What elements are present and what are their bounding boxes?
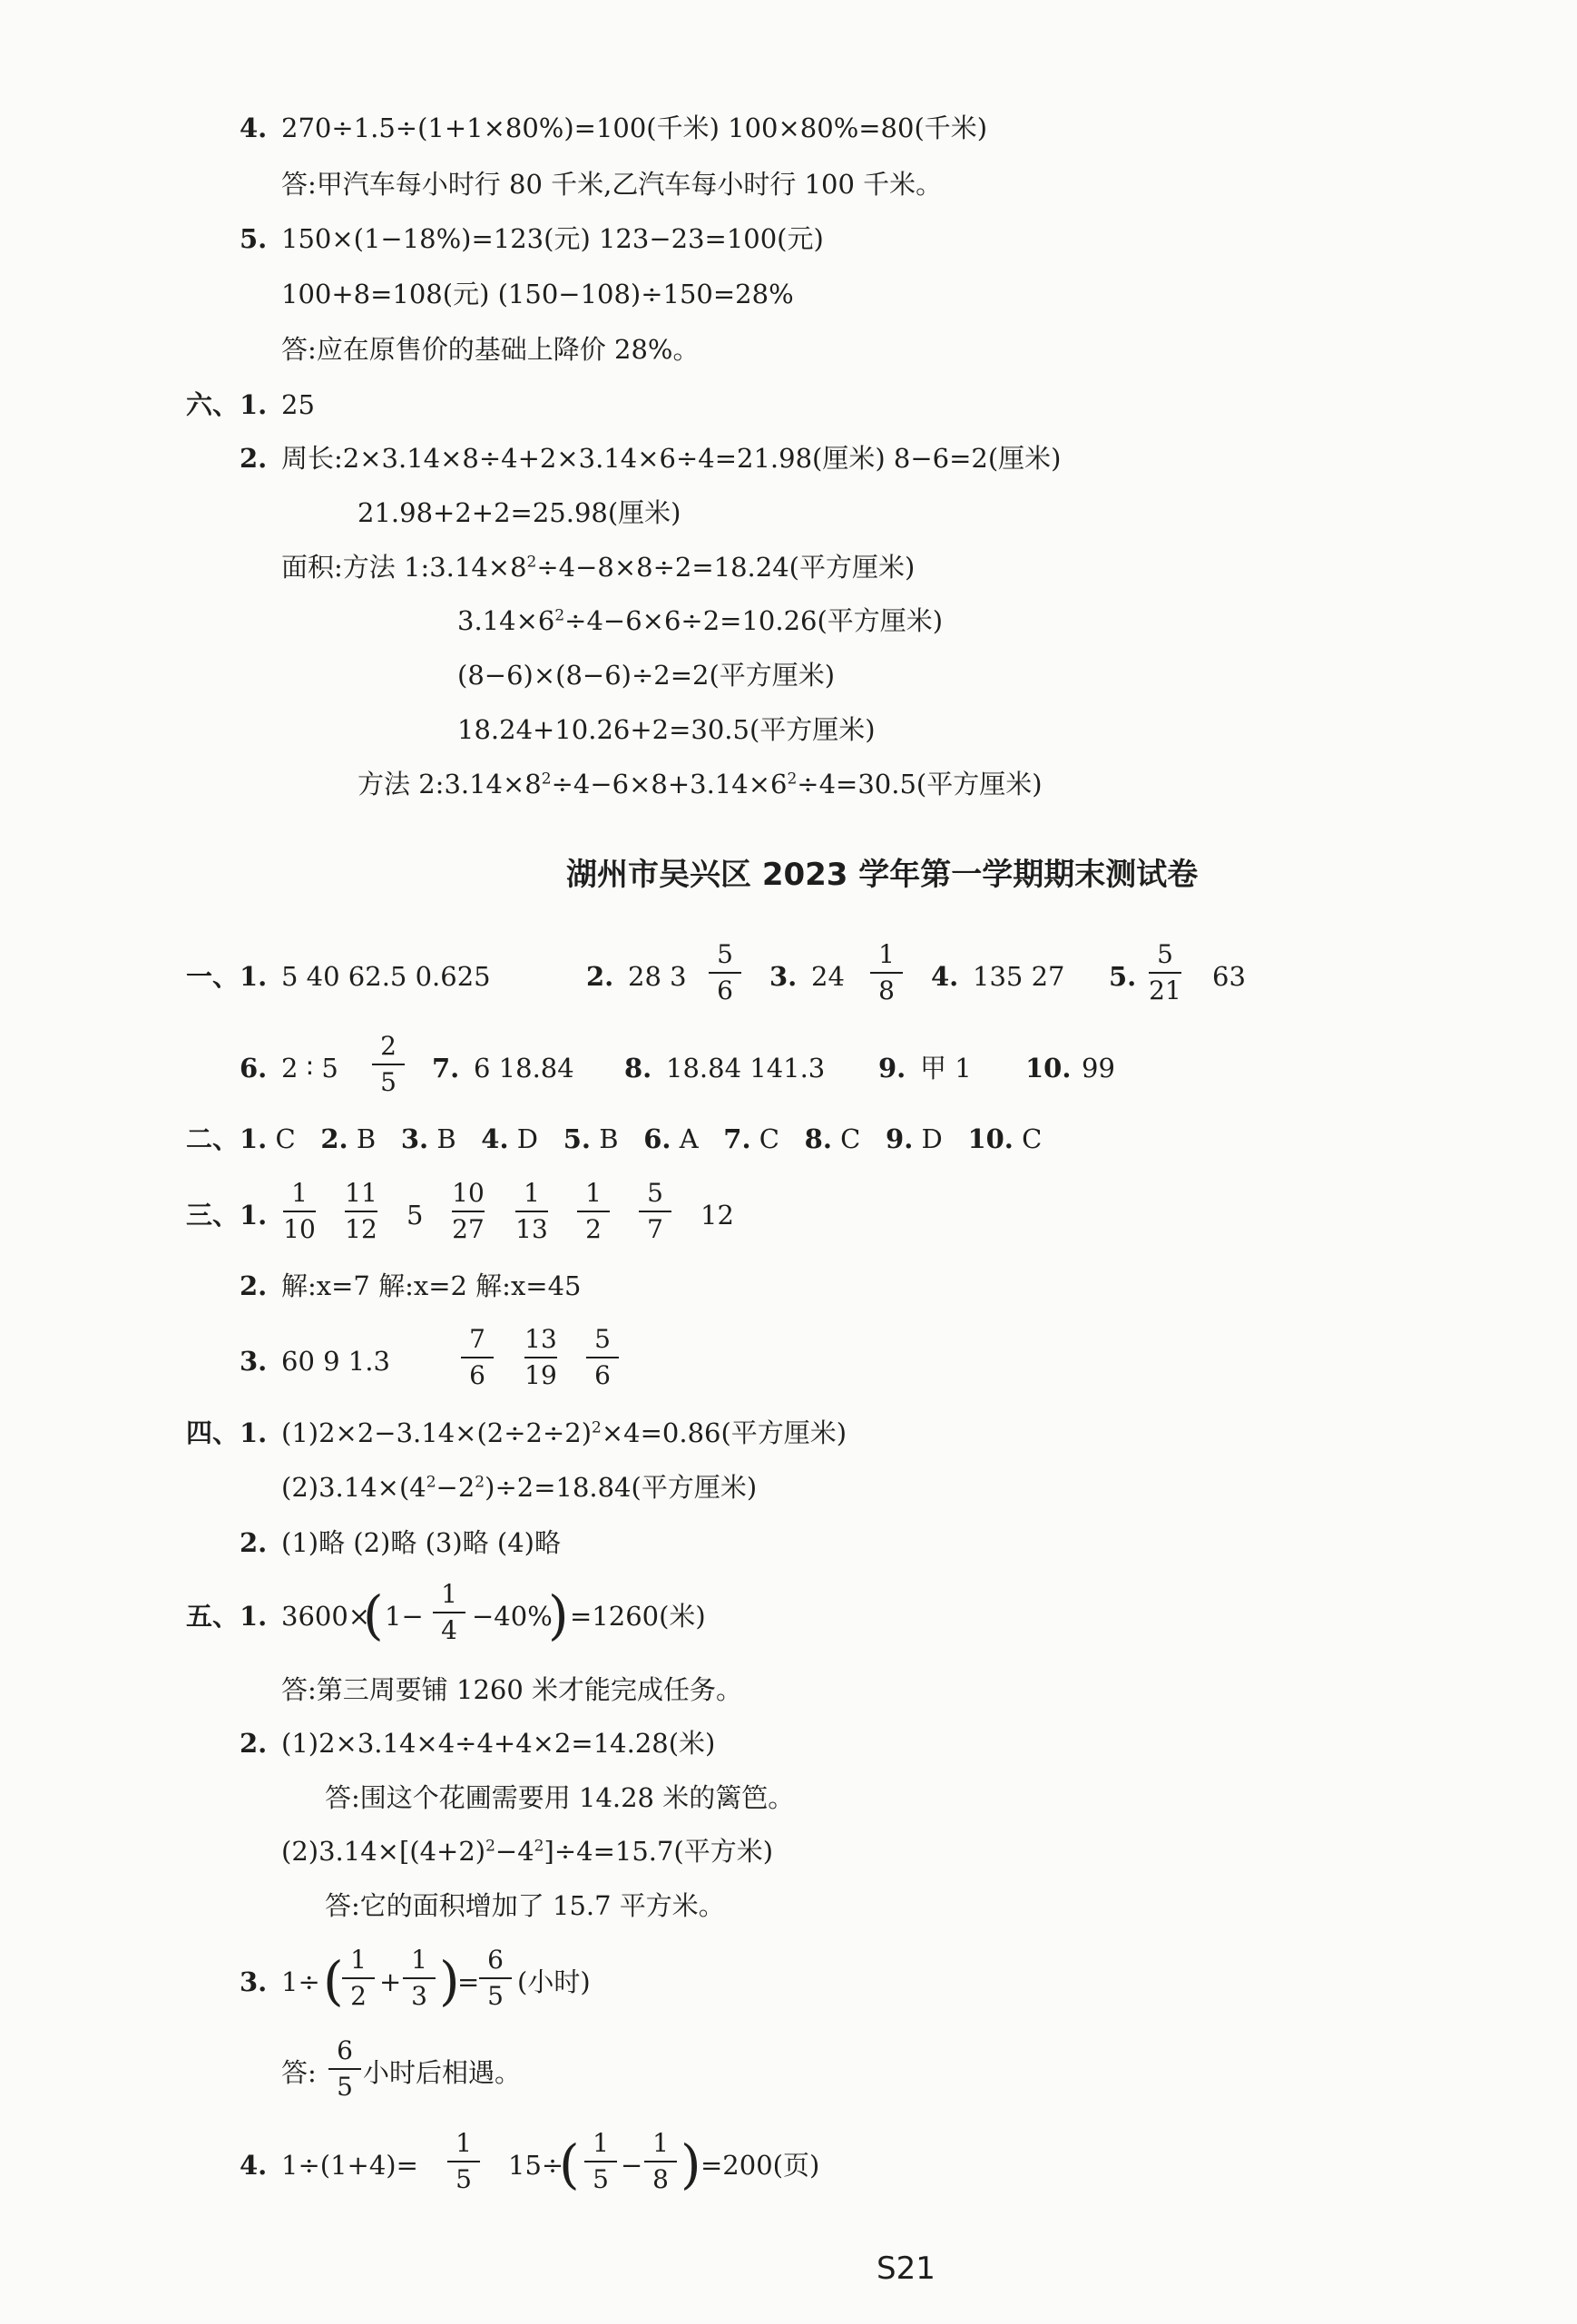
left-paren: ( — [363, 1584, 384, 1646]
fraction: 13 19 — [524, 1324, 557, 1390]
answer-line: (小时) — [517, 1966, 591, 1997]
answer-line: 答:它的面积增加了 15.7 平方米。 — [325, 1890, 725, 1921]
answer-line: 15÷ — [508, 2150, 564, 2181]
fraction: 1 10 — [283, 1178, 316, 1244]
right-paren: ) — [681, 2133, 701, 2195]
answer-line: 24 — [811, 961, 845, 992]
section-marker: 三、 — [186, 1200, 240, 1231]
fraction: 5 6 — [583, 1324, 622, 1391]
q-number: 3. — [240, 1966, 268, 1997]
answer-line: 2 ∶ 5 — [281, 1053, 338, 1084]
answer-line: 1− — [385, 1601, 424, 1632]
q-number: 1. — [240, 389, 268, 420]
fraction: 1 2 — [338, 1945, 378, 2012]
fraction: 7 6 — [457, 1324, 497, 1391]
answer-line: =200(页) — [700, 2150, 820, 2181]
answer-line: (1)略 (2)略 (3)略 (4)略 — [281, 1527, 561, 1558]
answer-line: 解:x=7 解:x=2 解:x=45 — [281, 1270, 582, 1301]
page-number: S21 — [877, 2250, 935, 2287]
exam-title: 湖州市吴兴区 2023 学年第一学期期末测试卷 — [566, 857, 1199, 893]
answer-line: 甲 1 — [920, 1053, 972, 1084]
answer-line: $(2)3.14\times[(4+2)^2-4^2]\div 4=15.7$(平方米) — [281, 1836, 774, 1867]
q-number: 2. — [240, 443, 268, 474]
fraction: 10 27 — [452, 1178, 485, 1244]
answer-line: $(2)3.14\times(4^2-2^2)\div 2=18.84$(平方厘米) — [281, 1472, 758, 1503]
q-number: 1. — [240, 1417, 268, 1448]
answer-line: 6 18.84 — [474, 1053, 574, 1084]
answer-line: 135 27 — [973, 961, 1065, 992]
answer-line: 方法 $2:3.14\times 8^2\div 4-6\times 8+3.14\times 6^2\div 4=30.5$(平方厘米) — [358, 769, 1043, 799]
q-number: 2. — [586, 961, 614, 992]
q-number: 1. — [240, 1200, 268, 1231]
q-number: 2. — [240, 1270, 268, 1301]
q-number: 10. — [1025, 1053, 1072, 1084]
section-marker: 四、 — [186, 1417, 240, 1448]
answer-line: 99 — [1082, 1053, 1115, 1084]
answer-line: = — [457, 1966, 480, 1997]
fraction: 5 6 — [705, 939, 745, 1006]
answer-line: 270÷1.5÷(1+1×80%)=100(千米) 100×80%=80(千米) — [281, 113, 988, 143]
q-number: 6. — [240, 1053, 268, 1084]
fraction: 1 13 — [515, 1178, 548, 1244]
answer-line: $3.14\times 6^2\div 4-6\times 6\div 2=10.26$(平方厘米) — [457, 605, 944, 636]
section-marker: 二、 — [186, 1123, 240, 1154]
q-number: 2. — [240, 1728, 268, 1759]
answer-line: 小时后相遇。 — [363, 2057, 522, 2088]
fraction: 11 12 — [345, 1178, 377, 1244]
answer-line: 12 — [700, 1200, 734, 1231]
q-number: 1. — [240, 961, 268, 992]
answer-line: 100+8=108(元) (150−108)÷150=28% — [281, 279, 794, 309]
fraction: 1 2 — [573, 1178, 613, 1245]
q-number: 3. — [240, 1346, 268, 1377]
q-number: 2. — [240, 1527, 268, 1558]
q-number: 7. — [432, 1053, 460, 1084]
answer-line: 1÷ — [281, 1966, 320, 1997]
q-number: 4. — [931, 961, 959, 992]
answer-line: 3600× — [281, 1601, 371, 1632]
answer-line: (1)2×3.14×4÷4+4×2=14.28(米) — [281, 1728, 716, 1759]
section-marker: 六、 — [186, 389, 240, 420]
answer-line: 18.84 141.3 — [666, 1053, 826, 1084]
answer-line: 答:围这个花圃需要用 14.28 米的篱笆。 — [325, 1782, 795, 1813]
right-paren: ) — [548, 1584, 569, 1646]
q-number: 1. — [240, 1601, 268, 1632]
fraction: 6 5 — [325, 2035, 365, 2103]
section-marker: 五、 — [186, 1601, 240, 1632]
fraction: 5 7 — [635, 1178, 675, 1245]
q-number: 5. — [240, 223, 268, 254]
answer-line: 答:第三周要铺 1260 米才能完成任务。 — [281, 1674, 743, 1705]
answer-line: (8−6)×(8−6)÷2=2(平方厘米) — [457, 660, 836, 691]
answer-line: 答:应在原售价的基础上降价 28%。 — [281, 334, 700, 365]
right-paren: ) — [439, 1950, 460, 2012]
answer-line: 28 3 — [628, 961, 687, 992]
answer-line: 答: — [281, 2057, 317, 2088]
choice-answers: 1. C 2. B 3. B 4. D 5. B 6. A 7. C 8. C 9. D 10. C — [240, 1123, 1043, 1154]
answer-line: 面积:方法 $1:3.14\times 8^2\div 4-8\times 8\div 2=18.24$(平方厘米) — [281, 552, 916, 583]
q-number: 4. — [240, 113, 268, 143]
answer-line: $(1)2\times 2-3.14\times(2\div 2\div 2)^2\times 4=0.86$(平方厘米) — [281, 1417, 847, 1448]
answer-line: 21.98+2+2=25.98(厘米) — [358, 497, 681, 528]
answer-line: 5 40 62.5 0.625 — [281, 961, 491, 992]
answer-line: 25 — [281, 389, 315, 420]
fraction: 6 5 — [475, 1945, 515, 2012]
answer-line: 18.24+10.26+2=30.5(平方厘米) — [457, 714, 876, 745]
answer-line: −40% — [472, 1601, 553, 1632]
q-number: 9. — [878, 1053, 906, 1084]
answer-line: 1÷(1+4)= — [281, 2150, 418, 2181]
answer-line: 答:甲汽车每小时行 80 千米,乙汽车每小时行 100 千米。 — [281, 169, 943, 200]
section-marker: 一、 — [186, 961, 240, 992]
fraction: 1 3 — [399, 1945, 439, 2012]
answer-line: 63 — [1212, 961, 1246, 992]
q-number: 3. — [769, 961, 798, 992]
answer-line: =1260(米) — [570, 1601, 706, 1632]
fraction: 1 8 — [641, 2128, 681, 2195]
fraction: 1 5 — [444, 2128, 484, 2195]
fraction: 2 5 — [368, 1031, 408, 1098]
answer-line: 周长:2×3.14×8÷4+2×3.14×6÷4=21.98(厘米) 8−6=2(厘米) — [281, 443, 1062, 474]
q-number: 5. — [1109, 961, 1137, 992]
left-paren: ( — [323, 1950, 344, 2012]
q-number: 4. — [240, 2150, 268, 2181]
answer-line: 150×(1−18%)=123(元) 123−23=100(元) — [281, 223, 824, 254]
fraction: 1 5 — [581, 2128, 621, 2195]
fraction: 5 21 — [1149, 939, 1181, 1005]
q-number: 8. — [624, 1053, 652, 1084]
fraction: 1 4 — [429, 1579, 469, 1646]
left-paren: ( — [559, 2133, 580, 2195]
answer-line: + — [379, 1966, 402, 1997]
answer-line: − — [621, 2150, 643, 2181]
fraction: 1 8 — [867, 939, 906, 1006]
answer-line: 60 9 1.3 — [281, 1346, 390, 1377]
answer-line: 5 — [406, 1200, 424, 1231]
